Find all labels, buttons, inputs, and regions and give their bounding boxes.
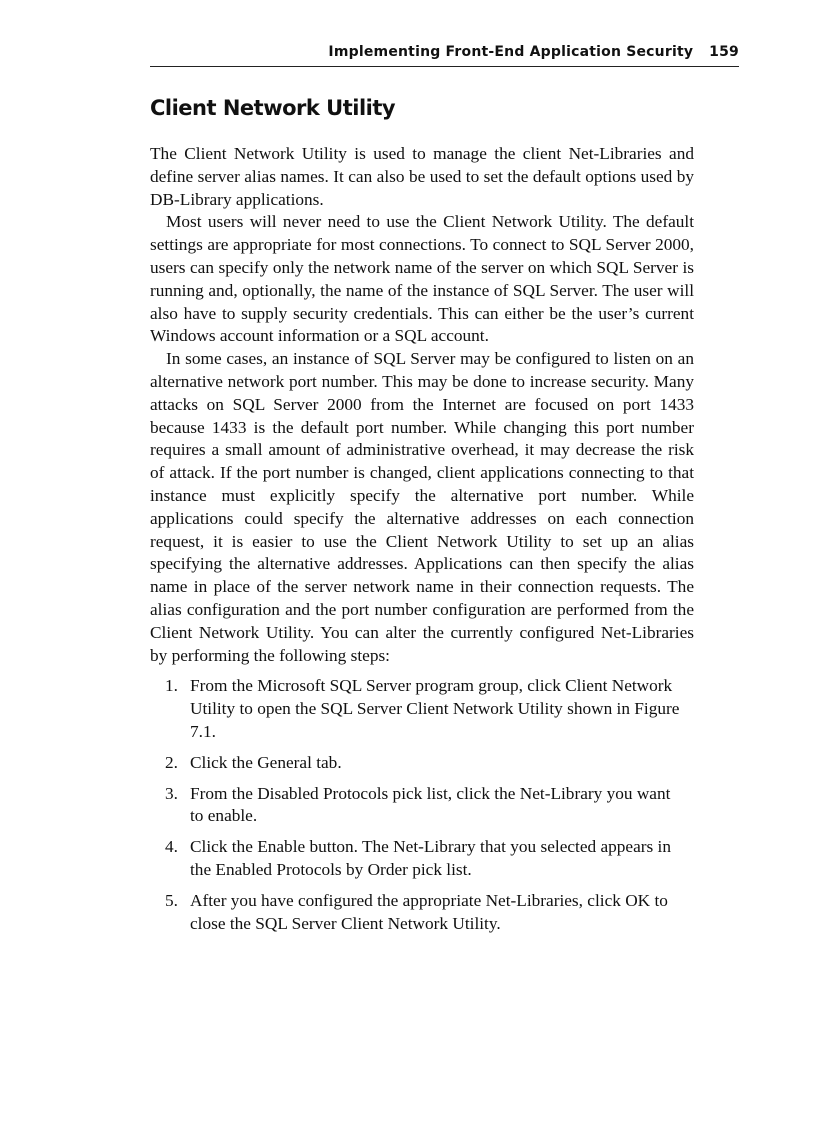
step-number: 3. bbox=[165, 783, 178, 803]
step-text: Click the Enable button. The Net-Library that you selected appears in the Enabled Protocols by Order pick list. bbox=[190, 837, 671, 879]
page-number: 159 bbox=[709, 44, 739, 60]
step-text: From the Microsoft SQL Server program group, click Client Network Utility to open the SQL Server Client Network Utility shown in Figure 7.1. bbox=[190, 676, 680, 741]
list-item bbox=[150, 890, 694, 936]
step-number: 4. bbox=[165, 837, 178, 857]
step-text: From the Disabled Protocols pick list, click the Net-Library you want to enable. bbox=[190, 783, 671, 826]
step-number: 5. bbox=[165, 890, 178, 910]
steps-list bbox=[150, 675, 694, 935]
running-head bbox=[150, 38, 739, 67]
paragraph: Most users will never need to use the Client Network Utility. The default settings are appropriate for most connections. To connect to SQL Server 2000, users can specify only the network name of the server on which SQL Server is running and, optionally, the name of the instance of SQL Server. The user will also have to supply security credentials. This can either be the user’s current Windows account information or a SQL account. bbox=[150, 212, 694, 346]
body-text bbox=[150, 143, 694, 943]
step-text: After you have configured the appropriate Net-Libraries, click OK to close the SQL Server Client Network Utility. bbox=[190, 890, 668, 933]
list-item bbox=[150, 783, 694, 829]
step-number: 2. bbox=[165, 752, 178, 772]
step-text: Click the General tab. bbox=[190, 752, 342, 772]
list-item bbox=[150, 836, 694, 882]
list-item bbox=[150, 675, 694, 743]
paragraph: In some cases, an instance of SQL Server may be configured to listen on an alternative network port number. This may be done to increase security. Many attacks on SQL Server 2000 from the Internet are focused on port 1433 because 1433 is the default port number. While changing this port number requires a small amount of administrative overhead, it may decrease the risk of attack. If the port number is changed, client applications connecting to that instance must explicitly specify the alternative port number. While applications could specify the alternative addresses on each connection request, it is easier to use the Client Network Utility to set up an alias specifying the alternative addresses. Applications can then specify the alias name in place of the server network name in their connection requests. The alias configuration and the port number configuration are performed from the Client Network Utility. You can alter the currently configured Net-Libraries by performing the following steps: bbox=[150, 349, 694, 665]
running-title: Implementing Front-End Application Security bbox=[328, 44, 694, 60]
paragraph: The Client Network Utility is used to manage the client Net-Libraries and define server alias names. It can also be used to set the default options used by DB-Library applications. bbox=[150, 144, 694, 209]
section-title: Client Network Utility bbox=[150, 96, 396, 120]
list-item bbox=[150, 752, 694, 775]
step-number: 1. bbox=[165, 676, 178, 696]
